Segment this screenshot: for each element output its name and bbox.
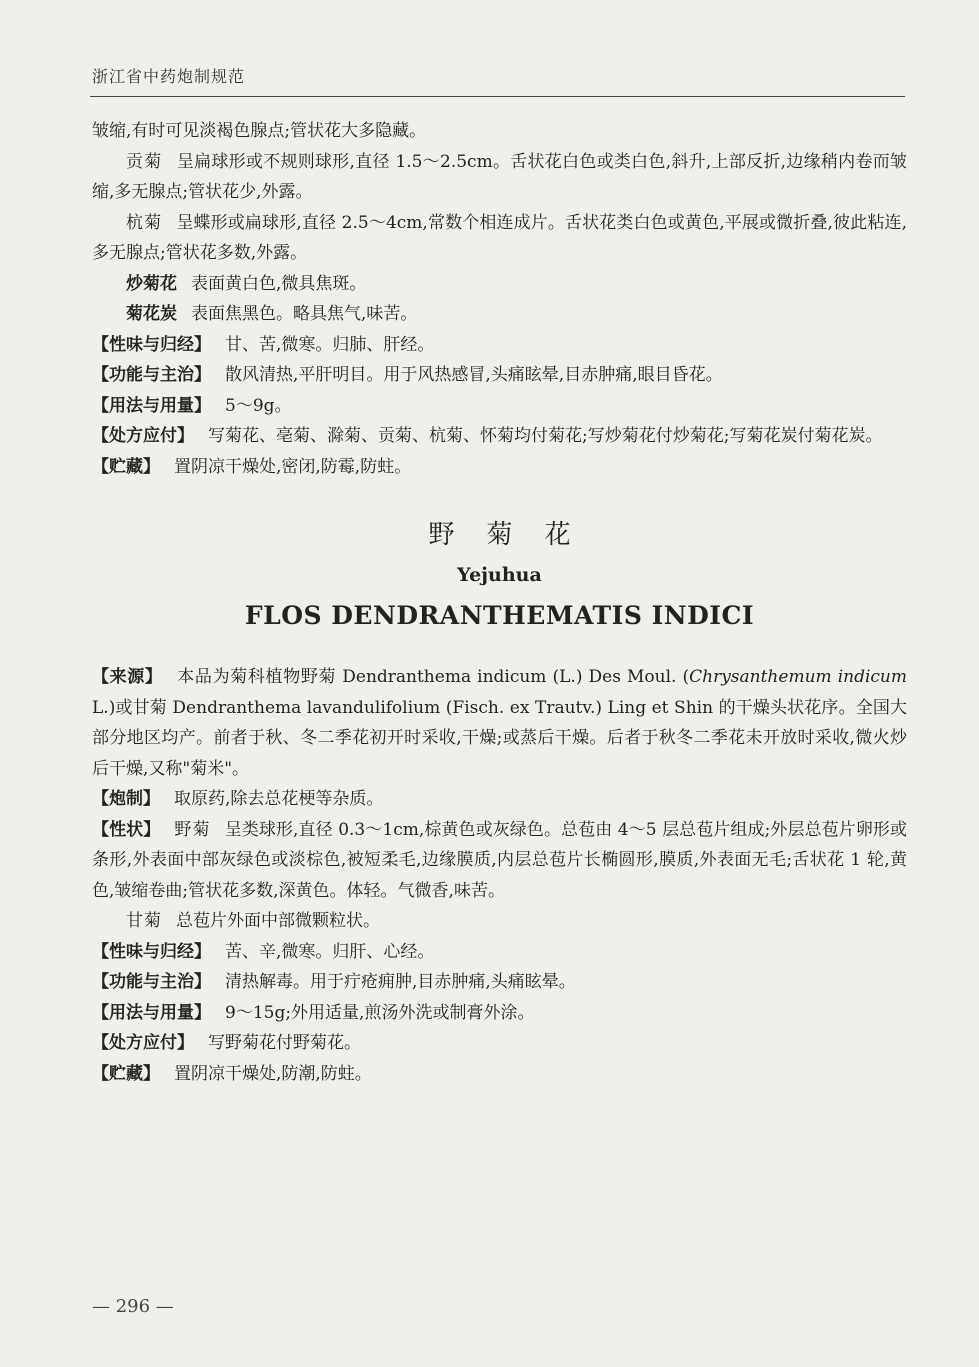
xingzhuang-name: 野菊 [174, 819, 211, 840]
chaojuhua-text: 表面黄白色,微具焦斑。 [191, 273, 367, 294]
page-number: — 296 — [92, 1296, 174, 1317]
ganju-paragraph [92, 906, 907, 937]
page-content [92, 116, 907, 1089]
zhucang2-label: 【贮藏】 [92, 1063, 160, 1084]
juhuatan-text: 表面焦黑色。略具焦气,味苦。 [191, 304, 418, 324]
continuation-text: 皱缩,有时可见淡褐色腺点;管状花大多隐藏。 [92, 121, 427, 141]
yongfa-label: 【用法与用量】 [92, 395, 211, 416]
juhuatan-paragraph [92, 299, 907, 330]
gongju-name: 贡菊 [126, 151, 163, 172]
xingwei2-text: 苦、辛,微寒。归肝、心经。 [225, 941, 435, 962]
juhuatan-name: 菊花炭 [126, 304, 177, 324]
yongfa2-paragraph [92, 998, 907, 1029]
chaojuhua-paragraph [92, 269, 907, 300]
gongneng-paragraph [92, 360, 907, 391]
title-pinyin: Yejuhua [457, 564, 542, 586]
laiyuan-paragraph [92, 662, 907, 784]
gongneng-text: 散风清热,平肝明目。用于风热感冒,头痛眩晕,目赤肿痛,眼目昏花。 [225, 365, 723, 385]
gongneng2-paragraph [92, 967, 907, 998]
yongfa-paragraph [92, 391, 907, 422]
yejuhua-section [92, 662, 907, 1089]
running-header: 浙江省中药炮制规范 [92, 67, 246, 86]
xingwei-text: 甘、苦,微寒。归肺、肝经。 [225, 334, 435, 355]
yongfa2-label: 【用法与用量】 [92, 1002, 211, 1023]
paozhi-paragraph [92, 784, 907, 815]
xingzhuang-label: 【性状】 [92, 819, 161, 840]
hangju-paragraph [92, 208, 907, 269]
continuation-paragraph [92, 116, 907, 147]
yongfa-text: 5～9g。 [225, 395, 292, 416]
xingzhuang-text: 呈类球形,直径 0.3～1cm,棕黄色或灰绿色。总苞由 4～5 层总苞片组成;外层总苞片卵形或条形,外表面中部灰绿色或淡棕色,被短柔毛,边缘膜质,内层总苞片长椭圆形,膜质,外表面无毛;舌状花 1 轮,黄色,皱缩卷曲;管状花多数,深黄色。体轻。气微香,味苦。 [92, 819, 908, 901]
ganju-name: 甘菊 [126, 911, 162, 931]
yongfa2-text: 9～15g;外用适量,煎汤外洗或制膏外涂。 [225, 1002, 535, 1023]
zhucang-label: 【贮藏】 [92, 456, 160, 477]
xingwei2-paragraph [92, 937, 907, 968]
gongneng2-text: 清热解毒。用于疔疮痈肿,目赤肿痛,头痛眩晕。 [225, 972, 576, 992]
title-latin: FLOS DENDRANTHEMATIS INDICI [244, 601, 755, 630]
monograph-title-block [92, 518, 907, 632]
ganju-text: 总苞片外面中部微颗粒状。 [176, 911, 380, 931]
zhucang2-text: 置阴凉干燥处,防潮,防蛀。 [174, 1063, 372, 1084]
laiyuan-text-2: L.)或甘菊 Dendranthema lavandulifolium (Fisch. ex Trautv.) Ling et Shin 的干燥头状花序。全国大部分地区均产。前者于秋、冬二季花初开时采收,干燥;或蒸后干燥。后者于秋冬二季花未开放时采收,微火炒后干燥,又称"菊米"。 [92, 697, 907, 779]
title-chinese: 野菊花 [428, 520, 603, 550]
xingwei2-label: 【性味与归经】 [92, 941, 211, 962]
zhucang-paragraph [92, 452, 907, 483]
gongneng2-label: 【功能与主治】 [92, 972, 211, 992]
laiyuan-italic-name: Chrysanthemum indicum [689, 667, 907, 687]
chufang2-paragraph [92, 1028, 907, 1059]
paozhi-text: 取原药,除去总花梗等杂质。 [174, 789, 384, 809]
xingwei-label: 【性味与归经】 [92, 334, 211, 355]
chufang2-label: 【处方应付】 [92, 1033, 194, 1053]
xingzhuang-paragraph [92, 815, 907, 907]
chufang-text: 写菊花、亳菊、滁菊、贡菊、杭菊、怀菊均付菊花;写炒菊花付炒菊花;写菊花炭付菊花炭。 [208, 426, 883, 446]
laiyuan-label: 【来源】 [92, 667, 163, 687]
hangju-text: 呈蝶形或扁球形,直径 2.5～4cm,常数个相连成片。舌状花类白色或黄色,平展或微折叠,彼此粘连,多无腺点;管状花多数,外露。 [92, 212, 907, 263]
chufang2-text: 写野菊花付野菊花。 [208, 1033, 361, 1053]
hangju-name: 杭菊 [126, 212, 163, 233]
gongju-paragraph [92, 147, 907, 208]
paozhi-label: 【炮制】 [92, 789, 160, 809]
chufang-label: 【处方应付】 [92, 426, 194, 446]
chaojuhua-name: 炒菊花 [126, 273, 177, 294]
chufang-paragraph [92, 421, 907, 452]
zhucang2-paragraph [92, 1059, 907, 1090]
laiyuan-text-1: 本品为菊科植物野菊 Dendranthema indicum (L.) Des Moul. ( [176, 667, 690, 687]
zhucang-text: 置阴凉干燥处,密闭,防霉,防蛀。 [174, 456, 412, 477]
xingwei-paragraph [92, 330, 907, 361]
gongneng-label: 【功能与主治】 [92, 365, 211, 385]
header-rule [90, 96, 905, 97]
gongju-text: 呈扁球形或不规则球形,直径 1.5～2.5cm。舌状花白色或类白色,斜升,上部反折,边缘稍内卷而皱缩,多无腺点;管状花少,外露。 [92, 151, 907, 202]
